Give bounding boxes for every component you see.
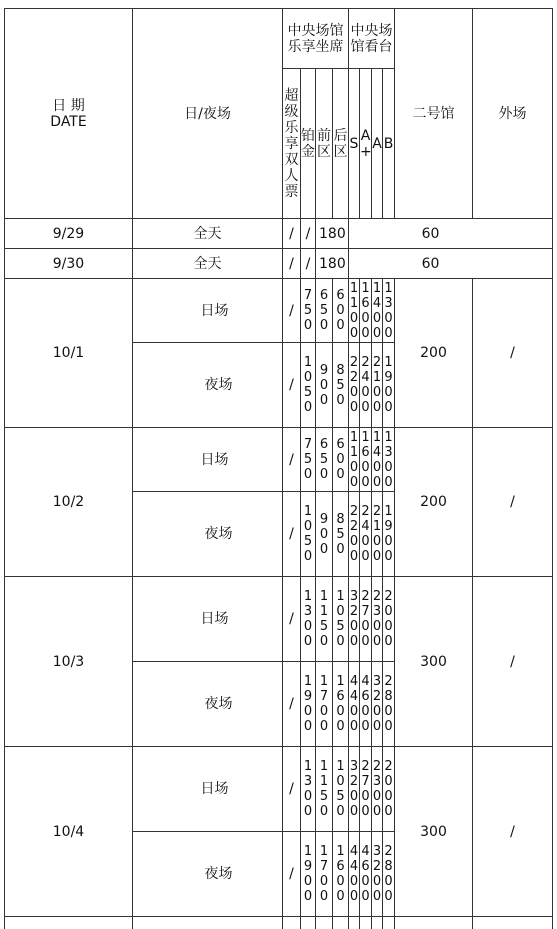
- session-header: 日/夜场: [133, 9, 283, 219]
- price-super: /: [283, 662, 301, 747]
- price-platinum: 1050: [301, 343, 316, 428]
- price-cell: /: [301, 249, 316, 279]
- price-platinum: 1050: [301, 492, 316, 577]
- price-s: 4400: [349, 832, 360, 917]
- price-platinum: 1300: [301, 577, 316, 662]
- price-a: 1400: [372, 280, 382, 341]
- cutoff-cell: [333, 917, 349, 929]
- price-super: /: [283, 428, 301, 492]
- outdoor-cell: /: [473, 747, 553, 917]
- price-front: 650: [316, 279, 333, 343]
- price-back: 1050: [333, 747, 349, 832]
- cutoff-cell: [349, 917, 360, 929]
- price-front: 1700: [316, 662, 333, 747]
- price-b: 1300: [384, 280, 393, 341]
- col-aplus-header: A+: [360, 69, 372, 219]
- price-a: 1400: [372, 429, 382, 490]
- col-s-header: S: [349, 69, 360, 219]
- col-a-header: A: [372, 69, 383, 219]
- date-cell: 10/1: [5, 279, 133, 428]
- session-cell-night: 夜场: [133, 492, 283, 577]
- date-cell: 10/4: [5, 747, 133, 917]
- central-stand-header: 中央场馆看台: [349, 9, 395, 69]
- price-super: /: [283, 492, 301, 577]
- price-back: 850: [333, 492, 349, 577]
- price-a: 3200: [372, 662, 383, 747]
- price-super: /: [283, 832, 301, 917]
- cutoff-cell: [5, 917, 133, 929]
- session-cell: 全天: [133, 249, 283, 279]
- session-cell: 全天: [133, 219, 283, 249]
- price-cell: 180: [316, 249, 349, 279]
- price-a: 3200: [372, 832, 383, 917]
- price-platinum: 750: [301, 428, 316, 492]
- price-s: 1100: [349, 280, 359, 341]
- price-s: 2200: [349, 343, 360, 428]
- price-aplus: 2700: [360, 747, 372, 832]
- price-platinum: 1900: [301, 832, 316, 917]
- price-aplus: 2400: [360, 492, 372, 577]
- cutoff-cell: [316, 917, 333, 929]
- hall2-cell: 200: [395, 279, 473, 428]
- hall2-cell: 60: [349, 249, 553, 279]
- price-cell: /: [283, 219, 301, 249]
- price-back: 1600: [333, 832, 349, 917]
- price-super: /: [283, 747, 301, 832]
- price-b: 1300: [384, 429, 393, 490]
- outdoor-header: 外场: [473, 9, 553, 219]
- ticket-price-table: [4, 8, 553, 929]
- price-b: 2800: [383, 662, 395, 747]
- hall2-cell: 300: [395, 577, 473, 747]
- cutoff-cell: [301, 917, 316, 929]
- price-super: /: [283, 577, 301, 662]
- central-seats-header: 中央场馆乐享坐席: [283, 9, 349, 69]
- price-front: 1700: [316, 832, 333, 917]
- price-aplus: 2400: [360, 343, 372, 428]
- price-cell: /: [283, 249, 301, 279]
- price-front: 900: [316, 343, 333, 428]
- price-platinum: 1900: [301, 662, 316, 747]
- session-cell-day: 日场: [133, 747, 283, 832]
- cutoff-cell: [383, 917, 395, 929]
- price-front: 650: [316, 428, 333, 492]
- session-cell-night: 夜场: [133, 662, 283, 747]
- price-aplus: 4600: [360, 832, 372, 917]
- cutoff-cell: [372, 917, 383, 929]
- price-back: 1600: [333, 662, 349, 747]
- date-cell: 10/2: [5, 428, 133, 577]
- price-a: 2100: [372, 492, 383, 577]
- price-a: 2100: [372, 343, 383, 428]
- price-s: 4400: [349, 662, 360, 747]
- date-header-cn: 日 期: [52, 97, 85, 114]
- price-b: 2000: [383, 577, 395, 662]
- price-b: 1900: [383, 492, 395, 577]
- col-platinum-header: 铂金: [301, 69, 316, 219]
- cutoff-cell: [133, 917, 283, 929]
- price-cell: 180: [316, 219, 349, 249]
- price-b: 2800: [383, 832, 395, 917]
- outdoor-cell: /: [473, 577, 553, 747]
- col-b-header: B: [383, 69, 395, 219]
- session-cell-day: 日场: [133, 577, 283, 662]
- hall2-cell: 300: [395, 747, 473, 917]
- hall2-header: 二号馆: [395, 9, 473, 219]
- price-a: 2300: [372, 577, 383, 662]
- date-cell: 9/29: [5, 219, 133, 249]
- price-platinum: 750: [301, 279, 316, 343]
- col-front-header: 前区: [316, 69, 333, 219]
- hall2-cell: 200: [395, 428, 473, 577]
- cutoff-cell: [473, 917, 553, 929]
- outdoor-cell: /: [473, 428, 553, 577]
- date-cell: 10/3: [5, 577, 133, 747]
- date-header: [5, 9, 133, 219]
- price-a: 2300: [372, 747, 383, 832]
- price-aplus: 1600: [361, 280, 370, 341]
- hall2-cell: 60: [349, 219, 553, 249]
- price-aplus: 4600: [360, 662, 372, 747]
- price-back: 600: [333, 279, 349, 343]
- price-back: 850: [333, 343, 349, 428]
- outdoor-cell: /: [473, 279, 553, 428]
- col-back-header: 后区: [333, 69, 349, 219]
- session-cell-day: 日场: [133, 428, 283, 492]
- price-front: 900: [316, 492, 333, 577]
- cutoff-cell: [283, 917, 301, 929]
- price-super: /: [283, 343, 301, 428]
- session-cell-day: 日场: [133, 279, 283, 343]
- price-back: 600: [333, 428, 349, 492]
- price-front: 1150: [316, 747, 333, 832]
- price-cell: /: [301, 219, 316, 249]
- price-b: 2000: [383, 747, 395, 832]
- cutoff-cell: [395, 917, 473, 929]
- price-front: 1150: [316, 577, 333, 662]
- price-b: 1900: [383, 343, 395, 428]
- session-cell-night: 夜场: [133, 832, 283, 917]
- price-s: 3200: [349, 577, 360, 662]
- price-super: /: [283, 279, 301, 343]
- price-aplus: 2700: [360, 577, 372, 662]
- price-platinum: 1300: [301, 747, 316, 832]
- price-s: 3200: [349, 747, 360, 832]
- session-cell-night: 夜场: [133, 343, 283, 428]
- price-s: 2200: [349, 492, 360, 577]
- price-s: 1100: [349, 429, 359, 490]
- cutoff-cell: [360, 917, 372, 929]
- price-back: 1050: [333, 577, 349, 662]
- price-aplus: 1600: [361, 429, 370, 490]
- date-cell: 9/30: [5, 249, 133, 279]
- date-header-en: DATE: [50, 113, 87, 130]
- col-super-header: 超级乐享双人票: [283, 69, 301, 219]
